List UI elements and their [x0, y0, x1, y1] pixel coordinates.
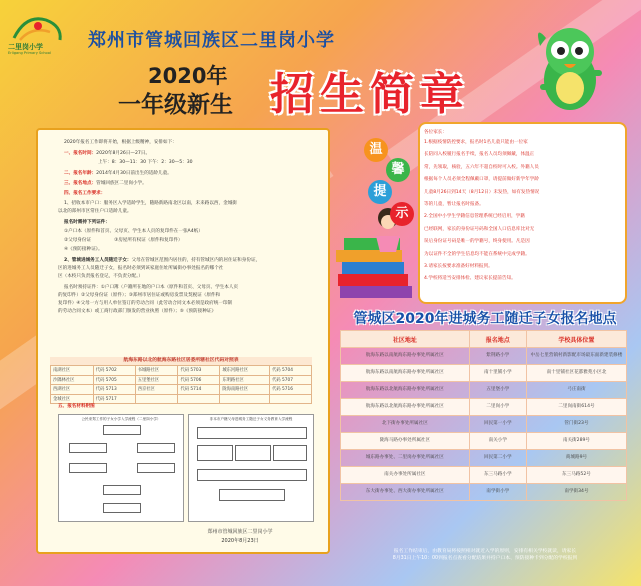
section-age-title: 二、报名年龄：: [64, 171, 97, 176]
table-cell: 五里堡社区: [135, 375, 178, 385]
table-row: [51, 385, 312, 395]
flow-box: [273, 445, 307, 461]
section-time-title: 一、报名时间：: [64, 151, 97, 156]
table-cell: [135, 394, 178, 404]
section-attachment-title: 五、报名材料附图: [58, 404, 95, 409]
table-cell: 代码 5703: [178, 366, 220, 376]
migrant-docs: 报名时须持证件：①户口簿（户籍所在地的户口本（原件和首页、父母页、学生本人页: [64, 285, 239, 290]
results-note-line: 8月31日上午10：00到报名点查看分配结果并持户口本、预防接种卡到分配的学校报到: [392, 556, 578, 561]
table-cell: 弓庄南街: [526, 382, 626, 399]
tips-item: 为以证件不全的学生信息均不能在系统中完成学籍。: [424, 251, 530, 257]
table-cell: 北下街办事处所属社区: [341, 416, 470, 433]
tips-item: 根据每个人员必须全程佩戴口罩，请提前做好新学年学龄: [424, 177, 539, 183]
table-cell: 南湖社区: [51, 366, 94, 376]
table-row: [51, 375, 312, 385]
table-cell: 管门街23号: [526, 416, 626, 433]
migrant-docs: 的复印件）②父母身份证（原件）；③郑州市居住证或购房发票及契税证（原件和: [58, 293, 221, 298]
table-row: [341, 382, 627, 399]
table-cell: 中岳七里营镇村新影配市场最东面新建装修楼: [526, 348, 626, 365]
migrant-text: 区（本校只负责报名登记，不负责分配。）: [58, 274, 143, 279]
school-logo: [6, 10, 70, 62]
tips-item: 4.学校将适当安排体检、建议家长提前告知。: [424, 276, 516, 282]
migrant-text: 区的进城务工人员随迁子女，报名时必须到该家庭住址所属街办事处报名的哪个社: [58, 266, 224, 271]
table-row: [341, 467, 627, 484]
migrant-text: 父母在管城区范围内居住的，持有管城区内的居住证和身份证，: [131, 258, 261, 263]
tips-badge: 温: [364, 138, 388, 162]
table-row: [51, 366, 312, 376]
community-code-table: [50, 365, 312, 404]
documents-heading: 报名时需持下列证件：: [64, 220, 110, 225]
flow-box: [219, 489, 285, 501]
table-cell: 南学街小学: [469, 484, 526, 501]
table-row: [341, 450, 627, 467]
table-cell: 南学街34号: [526, 484, 626, 501]
table-cell: 东明路社区: [220, 375, 270, 385]
table-cell: [270, 394, 312, 404]
tips-label: 各位家长：: [424, 130, 447, 135]
table-cell: 西湖社区: [51, 385, 94, 395]
tips-item: 2.全国中小学生学籍信息管理系统已经启用，学籍: [424, 214, 525, 220]
table-row: [341, 416, 627, 433]
table-header: 学校具体位置: [526, 331, 626, 348]
results-note-line: 报名工作结束后，由教育局将按照相对就近入学的原则，安排有相关学校就读，请家长: [393, 549, 577, 554]
grade-title: 一年级新生: [118, 92, 233, 118]
page-title: 招生简章: [270, 69, 470, 120]
table-cell: 南十里铺社区花都雅苑小区北: [526, 365, 626, 382]
enrollment-locations-table: [340, 330, 627, 501]
year-title: 2020年: [148, 64, 228, 88]
tips-item: 3.请家长按要求准备好材料报到。: [424, 264, 493, 269]
document-item: ②父母身份证: [64, 238, 92, 243]
mascot-icon: [520, 20, 620, 120]
table-cell: 东三马路小学: [469, 467, 526, 484]
table-header: 报名地点: [469, 331, 526, 348]
table-cell: 东大街办事处、西大街办事处所属社区: [341, 484, 470, 501]
flow-box: [197, 469, 307, 481]
enrollment-locations-title: 管城区2020年进城务工随迁子女报名地点: [353, 311, 617, 327]
table-cell: 五里堡小学: [469, 382, 526, 399]
tips-item: 常，先领取，核验，五六年不超自校时可入校。外籍人员: [424, 164, 539, 170]
flow-box: [137, 443, 175, 453]
document-item: ①户口本（原件和首页、父母页、学生本人页的复印件在一张A4纸）: [64, 229, 203, 234]
tips-badge: 馨: [386, 158, 410, 182]
logo-subname: Erligang Primary School: [8, 51, 51, 55]
document-item: ③房屋所有权证（原件和复印件）: [114, 238, 183, 243]
migrant-docs: 的劳动合同文本）或工商行政部门颁发的营业执照（原件）；⑤《预防接种证》: [58, 309, 217, 314]
table-cell: 航海东路以北航海东路办事处所属社区: [341, 399, 470, 416]
table-cell: 南关小学: [469, 433, 526, 450]
document-item: ④《预防接种证》。: [64, 247, 103, 252]
table-cell: [220, 394, 270, 404]
tips-badge: 示: [390, 202, 414, 226]
table-cell: 南关办事处所属社区: [341, 467, 470, 484]
table-cell: 代码 5702: [93, 366, 135, 376]
school-name: 郑州市管城回族区二里岗小学: [88, 30, 335, 51]
table-cell: 书城路社区: [135, 366, 178, 376]
flowchart-title: 非本市户籍父母进城务工随迁子女义务教育入学流程: [209, 417, 293, 421]
tips-item: 儿童8月26日到14天（8月12日）未发热，如有发热情况: [424, 189, 540, 195]
table-cell: 代码 5704: [270, 366, 312, 376]
flow-box: [69, 443, 107, 453]
footer-date: 2020年8月23日: [221, 538, 259, 544]
flow-box: [103, 503, 141, 513]
flow-box: [103, 485, 141, 495]
table-row: [341, 399, 627, 416]
requirement-1: 1、招收本市户口：服务区入学适龄学生，随路新路南北区以南，未来路以西，金城街: [64, 201, 237, 206]
table-cell: 南关街289号: [526, 433, 626, 450]
table-cell: 金城社区: [51, 394, 94, 404]
tips-item: 已经联网，家长的身份证号码和全国人口信息库比对无: [424, 226, 535, 232]
migrant-heading: 2、管城进城务工人员随迁子女：: [64, 258, 132, 263]
table-cell: 代码 5705: [93, 375, 135, 385]
table-cell: 代码 5714: [178, 385, 220, 395]
flow-box: [197, 445, 233, 461]
tips-badge: 提: [368, 180, 392, 204]
results-note: [340, 548, 630, 562]
table-cell: 陇海南路社区: [220, 385, 270, 395]
table-header: 社区地址: [341, 331, 470, 348]
tips-item: 长陪同入校履行报名手续，报名人员均须佩戴，体温正: [424, 152, 535, 158]
table-cell: 陇海马路办事处所属社区: [341, 433, 470, 450]
table-cell: 二里岗南街614号: [526, 399, 626, 416]
requirement-1b: 以北的郑州市区常住户口适龄儿童。: [58, 209, 132, 214]
table-cell: 二里岗小学: [469, 399, 526, 416]
section-place-title: 三、报名地点：: [64, 181, 97, 186]
migrant-docs: 复印件）④父母一方与用人单位签订的劳动合同（此劳动合同文本必须是政府统一印制: [58, 301, 233, 306]
table-cell: 代码 5707: [270, 375, 312, 385]
table-cell: 南十里铺小学: [469, 365, 526, 382]
table-cell: 航海东路以南航海东路办事处所属社区: [341, 348, 470, 365]
flowchart-local: [58, 414, 184, 522]
flowchart-title: 公民来郑工作的子女小学入学流程（二里岗小学）: [81, 417, 161, 421]
section-requirements-title: 四、报名工作要求：: [64, 191, 106, 196]
table-cell: 商城路9号: [526, 450, 626, 467]
footer-school: 郑州市管城回族区二里岗小学: [207, 529, 273, 535]
table-cell: 代码 5717: [93, 394, 135, 404]
table-cell: 城东路办事处、二里岗办事处所属社区: [341, 450, 470, 467]
flow-box: [103, 425, 141, 435]
table-row: [341, 484, 627, 501]
logo-name: 二里岗小学: [8, 43, 43, 51]
section-time-value: 2020年8月26日—27日。: [96, 151, 151, 156]
table-cell: 回民第一小学: [469, 416, 526, 433]
table-cell: 城东河路社区: [220, 366, 270, 376]
flow-box: [69, 463, 107, 473]
table-cell: 西京社区: [135, 385, 178, 395]
section-place-value: 管城回族区二里岗小学。: [96, 181, 147, 186]
table-row: [341, 365, 627, 382]
intro-text: 2020年报名工作即将开始，根据上级精神，安排如下：: [64, 140, 177, 145]
flowchart-migrant: [188, 414, 314, 522]
flow-box: [137, 463, 175, 473]
table-row: [341, 433, 627, 450]
table-cell: 紫荆路小学: [469, 348, 526, 365]
section-time-hours: 上午：8：30—11：30 下午：2：30—5：30: [98, 160, 193, 165]
tips-item: 1.根据疫情防控要求，报名时1名儿童只能由一位家: [424, 140, 528, 145]
table-cell: 回民第二小学: [469, 450, 526, 467]
flow-box: [197, 427, 307, 439]
community-code-table-title: 航海东路以北的航海东路社区居委所辖社区代码对照表: [50, 357, 312, 365]
table-cell: 代码 5716: [270, 385, 312, 395]
tips-item: 误后身份证号码是唯一的学籍号，终身使用。凡是因: [424, 239, 530, 245]
table-row: [51, 394, 312, 404]
tips-item: 等的儿童，暂让报名时报备。: [424, 202, 484, 207]
table-cell: 航海东路以南航海东路办事处所属社区: [341, 365, 470, 382]
table-cell: [178, 394, 220, 404]
table-cell: 东三马路52号: [526, 467, 626, 484]
table-row: [341, 348, 627, 365]
table-cell: 代码 5706: [178, 375, 220, 385]
table-cell: 航海东路以北航海东路办事处所属社区: [341, 382, 470, 399]
section-age-value: 2014年4月30日前出生的适龄儿童。: [96, 171, 172, 176]
table-cell: 沙隅林社区: [51, 375, 94, 385]
flow-box: [235, 445, 271, 461]
table-cell: 代码 5713: [93, 385, 135, 395]
